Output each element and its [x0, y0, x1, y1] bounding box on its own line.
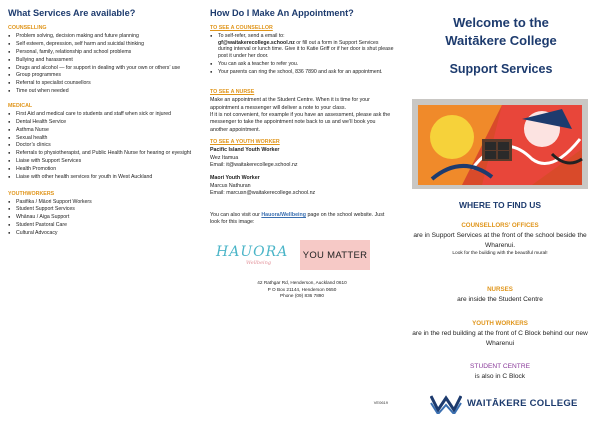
list-item: ● Student Support Services: [8, 206, 194, 213]
list-item: ● Referrals to physiotherapist, and Public Health Nurse for hearing or eyesight: [8, 150, 194, 157]
list-item: ● Time out when needed: [8, 88, 194, 95]
list-item: ● Liaise with Support Services: [8, 158, 194, 165]
hauora-logo-text: HAUORA: [216, 244, 289, 261]
counselling-heading: COUNSELLING: [8, 25, 47, 31]
hauora-logo-subtext: Wellbeing: [246, 260, 272, 267]
list-item: ● Liaise with other health services for youth in West Auckland: [8, 174, 194, 181]
list-item: ● Sexual health: [8, 135, 194, 142]
youthworker-heading: TO SEE A YOUTH WORKER: [210, 139, 280, 146]
welcome-line: Waitākere College: [445, 33, 557, 48]
maori-worker-email[interactable]: Email: marcusn@waitakerecollege.school.nz: [210, 190, 316, 197]
address-line: P O Box 21144, Henderson 0650: [267, 286, 337, 292]
nurse-heading: TO SEE A NURSE: [210, 89, 255, 96]
nurses-text: are inside the Student Centre: [457, 296, 543, 303]
counsellors-text: are in Support Services at the front of the school beside the Wharenui.: [413, 232, 587, 249]
list-item: ● Your parents can ring the school, 836 7890 and ask for an appointment.: [210, 69, 394, 76]
appointment-column: [200, 0, 400, 423]
list-item: ● Referral to specialist counsellors: [8, 80, 194, 87]
youth-workers-location: [404, 320, 596, 349]
nurses-heading: NURSES: [487, 286, 513, 293]
list-item: ● Pasifika / Māori Support Workers: [8, 199, 194, 206]
welcome-line: Welcome to the: [453, 15, 549, 30]
list-item: ● Self esteem, depression, self harm and suicidal thinking: [8, 41, 194, 48]
logos-row: [210, 240, 394, 270]
document-code: VE0619: [373, 400, 388, 405]
maori-worker-name: Marcus Nathuran: [210, 182, 251, 189]
college-logo: [430, 392, 578, 414]
youth-workers-heading: YOUTH WORKERS: [472, 320, 528, 327]
hauora-wellbeing-link[interactable]: Hauora/Wellbeing: [261, 211, 306, 218]
list-item: ● Cultural Advocacy: [8, 230, 194, 237]
youthworkers-heading: YOUTHWORKERS: [8, 190, 55, 197]
list-item: ● Problem solving, decision making and future planning: [8, 33, 194, 40]
college-emblem-icon: [430, 392, 462, 414]
list-item: ● Student Pastoral Care: [8, 222, 194, 229]
youthworkers-list: [8, 199, 194, 237]
hauora-logo[interactable]: [210, 240, 292, 270]
medical-heading: MEDICAL: [8, 102, 33, 109]
appointment-title: How Do I Make An Appointment?: [210, 8, 354, 18]
list-item: [210, 33, 394, 59]
youth-workers-text: are in the red building at the front of C Block behind our new Wharenui: [412, 330, 588, 347]
address-line: 42 Rathgar Rd, Henderson, Auckland 0610: [257, 280, 347, 286]
college-name: WAITĀKERE COLLEGE: [467, 397, 578, 409]
nurse-paragraph-1: Make an appointment at the Student Centre. When it is time for your appointment a messenger will deliver a note to your class.: [210, 97, 370, 111]
pi-worker-email[interactable]: Email: it@waitakerecollege.school.nz: [210, 162, 298, 168]
services-column: [0, 0, 200, 423]
list-item: ● Bullying and harassment: [8, 57, 194, 64]
self-refer-text-cont: or fill out a form in Support Services during interval or lunch time. Give it to Katie Griff or if her door is shut please post it under her door.: [218, 39, 394, 59]
school-address: [210, 280, 394, 299]
list-item: ● Whānau / Aiga Support: [8, 214, 194, 221]
medical-list: [8, 111, 194, 181]
where-to-find-heading: WHERE TO FIND US: [458, 200, 541, 210]
list-item: ● Personal, family, relationship and school problems: [8, 49, 194, 56]
website-note-text: You can also visit our: [210, 211, 260, 218]
maori-worker-title: Maori Youth Worker: [210, 175, 260, 182]
support-services-title: Support Services: [449, 62, 553, 76]
nurses-location: [404, 286, 596, 305]
address-phone: Phone (09) 836 7890: [279, 293, 325, 299]
counsellor-list: [210, 33, 394, 75]
website-note: [210, 212, 394, 227]
mural-image: [412, 99, 588, 189]
list-item: ● You can ask a teacher to refer you.: [210, 61, 394, 68]
list-item: ● Health Promotion: [8, 166, 194, 173]
services-title: What Services Are available?: [8, 8, 136, 18]
pi-worker-name: Wez Itamua: [210, 154, 239, 161]
student-centre-heading: STUDENT CENTRE: [470, 363, 530, 370]
welcome-column: [400, 0, 600, 423]
counsellor-email-link[interactable]: gf@waitakerecollege.school.nz: [218, 39, 295, 46]
counsellors-heading: COUNSELLORS’ OFFICES: [461, 222, 539, 229]
list-item: ● Dental Health Service: [8, 119, 194, 126]
student-centre-text: is also in C Block: [474, 373, 526, 380]
welcome-title: [408, 14, 594, 50]
counselling-list: [8, 33, 194, 95]
self-refer-text: To self-refer, send a email to:: [218, 33, 285, 39]
website-note-text-cont: page on the school website. Just look for this image:: [210, 211, 385, 226]
list-item: ● Asthma Nurse: [8, 127, 194, 134]
pi-worker-title: Pacific Island Youth Worker: [210, 147, 280, 154]
list-item: ● First Aid and medical care to students and staff when sick or injured: [8, 111, 194, 118]
counsellor-heading: TO SEE A COUNSELLOR: [210, 25, 273, 31]
list-item: ● Doctor’s clinics: [8, 142, 194, 149]
you-matter-logo[interactable]: YOU MATTER: [300, 240, 370, 270]
list-item: ● Group programmes: [8, 72, 194, 79]
list-item: ● Drugs and alcohol — for support in dealing with your own or others’ use: [8, 65, 194, 72]
counsellors-location: [404, 222, 596, 256]
nurse-paragraph-2: If it is not convenient, for example if you have an assessment, please ask the messenger to take the appointment note back to us and we’ll book you another appointment.: [210, 111, 391, 133]
student-centre-location: [404, 363, 596, 382]
counsellors-small-note: Look for the building with the beautiful mural!: [452, 251, 548, 256]
